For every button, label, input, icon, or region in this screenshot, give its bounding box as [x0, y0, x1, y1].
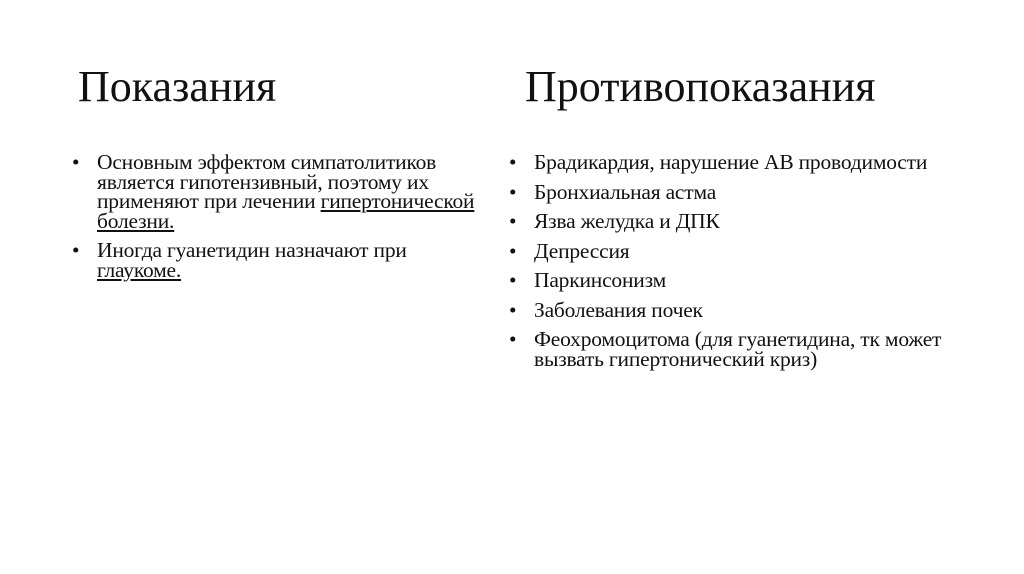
list-item	[509, 179, 979, 204]
list-item	[509, 297, 979, 322]
bullet-icon: •	[509, 238, 517, 263]
bullet-icon: •	[509, 209, 517, 233]
list-item-text: Бронхиальная астма	[534, 179, 717, 204]
list-item	[509, 327, 979, 371]
bullet-icon: •	[509, 179, 517, 204]
bullet-icon: •	[509, 268, 517, 292]
indications-title: Показания	[78, 62, 277, 111]
list-item-text: Брадикардия, нарушение АВ проводимости	[534, 150, 928, 174]
list-item	[72, 150, 492, 233]
list-item-text: Заболевания почек	[534, 297, 703, 322]
indications-list	[72, 150, 492, 290]
bullet-icon: •	[509, 327, 517, 351]
list-item	[72, 238, 492, 282]
contraindications-list	[509, 150, 979, 379]
list-item-plain-text: Иногда гуанетидин назначают при	[97, 238, 407, 262]
list-item-text: Язва желудка и ДПК	[534, 209, 720, 233]
bullet-icon: •	[509, 297, 517, 322]
bullet-icon: •	[509, 150, 517, 174]
list-item-text: Депрессия	[534, 238, 630, 263]
glaucoma-link[interactable]: глаукоме.	[97, 257, 182, 282]
list-item	[509, 238, 979, 263]
hypertension-link[interactable]: гипертонической болезни.	[97, 189, 475, 233]
list-item-text: Феохромоцитома (для гуанетидина, тк может вызвать гипертонический криз)	[534, 327, 942, 371]
list-item-text	[97, 238, 492, 282]
list-item-text: Паркинсонизм	[534, 268, 666, 292]
contraindications-title: Противопоказания	[525, 62, 876, 111]
list-item	[509, 268, 979, 292]
bullet-icon: •	[72, 150, 80, 174]
list-item	[509, 150, 979, 174]
bullet-icon: •	[72, 238, 80, 262]
list-item-plain-text: Основным эффектом симпатолитиков является гипотензивный, поэтому их применяют при лечении	[97, 150, 437, 213]
list-item-text	[97, 150, 492, 233]
list-item	[509, 209, 979, 233]
